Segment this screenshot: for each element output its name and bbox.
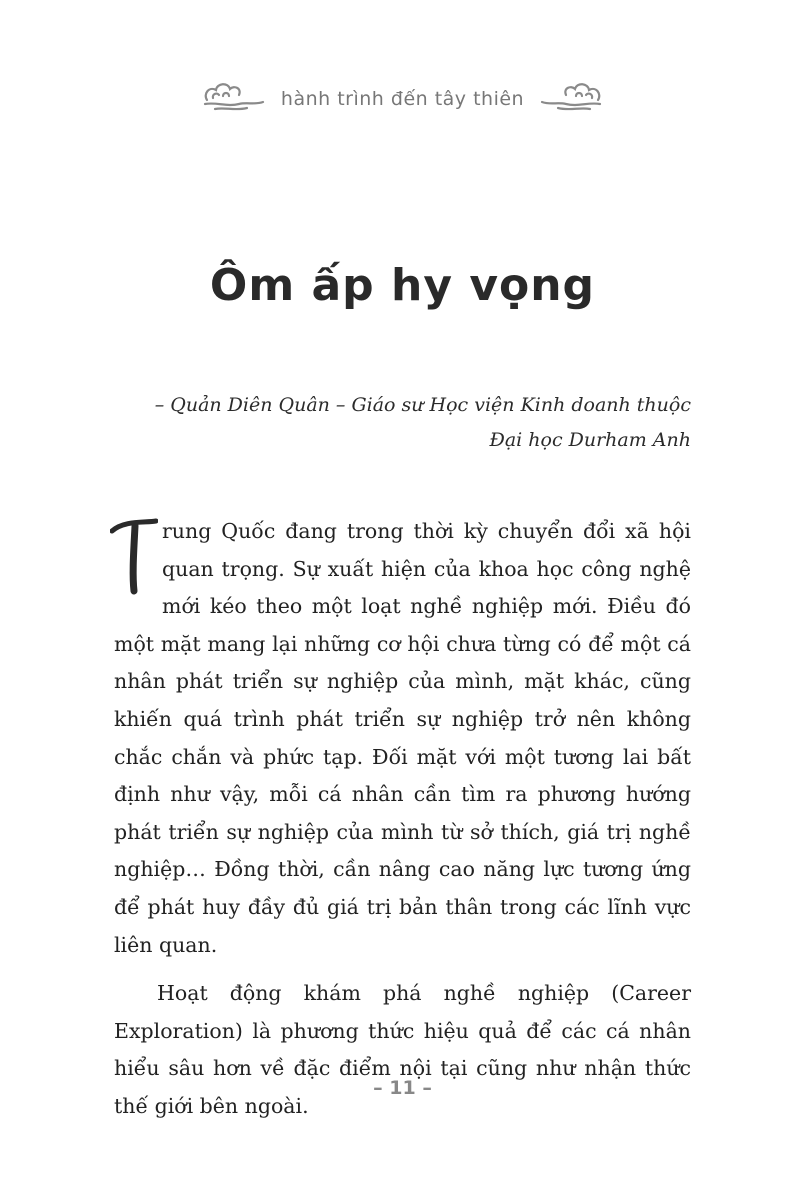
attribution	[131, 388, 691, 458]
paragraph-1-text: rung Quốc đang trong thời kỳ chuyển đổi xã hội quan trọng. Sự xuất hiện của khoa học công nghệ mới kéo theo một loạt nghề nghiệp mới. Điều đó một mặt mang lại những cơ hội chưa từng có để một cá nhân phát triển sự nghiệp của mình, mặt khác, cũng khiến quá trình phát triển sự nghiệp trở nên không chắc chắn và phức tạp. Đối mặt với một tương lai bất định như vậy, mỗi cá nhân cần tìm ra phương hướng phát triển sự nghiệp của mình từ sở thích, giá trị nghề nghiệp… Đồng thời, cần nâng cao năng lực tương ứng để phát huy đầy đủ giá trị bản thân trong các lĩnh vực liên quan.	[114, 519, 691, 957]
paragraph-2-text: Hoạt động khám phá nghề nghiệp (Career Exploration) là phương thức hiệu quả để các cá nhân hiểu sâu hơn về đặc điểm nội tại cũng như nhận thức thế giới bên ngoài.	[114, 981, 691, 1118]
attribution-line-2: Đại học Durham Anh	[489, 429, 691, 451]
page-number: – 11 –	[373, 1077, 432, 1099]
running-title: hành trình đến tây thiên	[280, 88, 525, 110]
cloud-ornament-right-icon	[540, 80, 604, 114]
paragraph-2	[114, 975, 691, 1125]
running-header	[0, 72, 805, 122]
chapter-title: Ôm ấp hy vọng	[209, 260, 596, 311]
paragraph-1	[114, 513, 691, 964]
cloud-ornament-left-icon	[201, 80, 265, 114]
attribution-line-1: – Quản Diên Quân – Giáo sư Học viện Kinh doanh thuộc	[154, 394, 691, 416]
drop-cap	[110, 517, 158, 597]
body-text	[114, 513, 691, 1137]
